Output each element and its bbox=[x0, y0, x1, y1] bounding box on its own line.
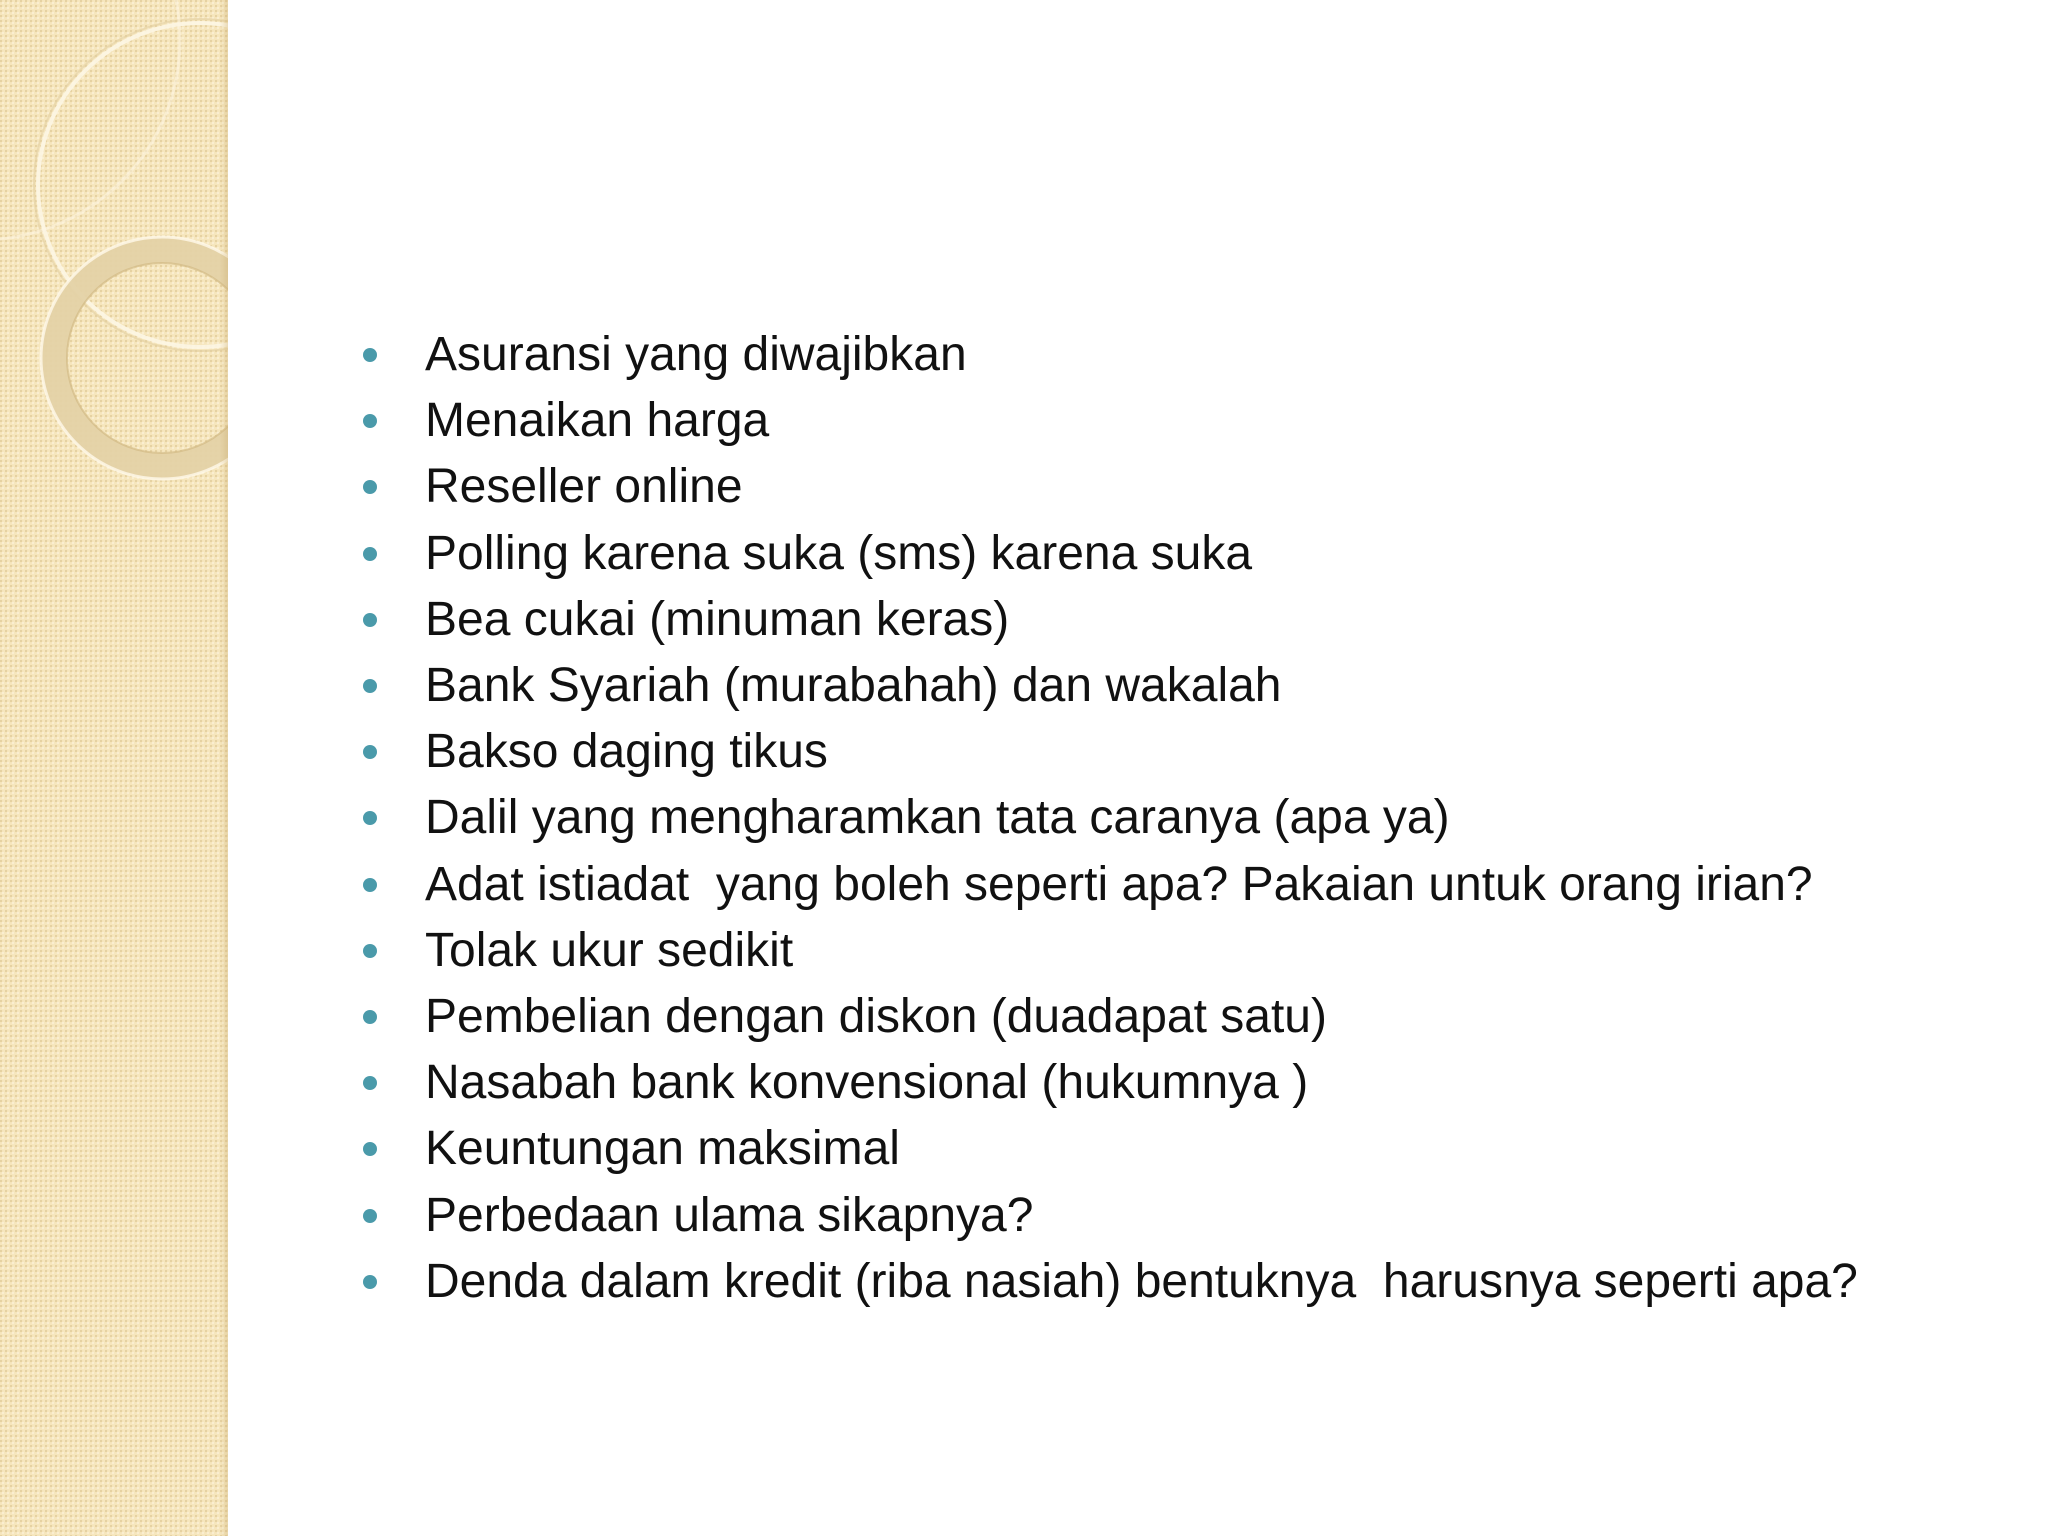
list-item bbox=[355, 388, 1995, 454]
bullet-icon bbox=[363, 414, 377, 428]
bullet-icon bbox=[363, 348, 377, 362]
list-item-text: Dalil yang mengharamkan tata caranya (apa ya) bbox=[425, 791, 1450, 845]
bullet-icon bbox=[363, 679, 377, 693]
bullet-icon bbox=[363, 480, 377, 494]
list-item bbox=[355, 984, 1995, 1050]
bullet-icon bbox=[363, 1275, 377, 1289]
bullet-icon bbox=[363, 1209, 377, 1223]
list-item bbox=[355, 1249, 1995, 1315]
bullet-icon bbox=[363, 613, 377, 627]
bullet-icon bbox=[363, 878, 377, 892]
list-item bbox=[355, 521, 1995, 587]
list-item bbox=[355, 918, 1995, 984]
decorative-side-strip bbox=[0, 0, 228, 1536]
list-item bbox=[355, 587, 1995, 653]
list-item bbox=[355, 852, 1995, 918]
list-item-text: Bakso daging tikus bbox=[425, 725, 828, 779]
bullet-icon bbox=[363, 745, 377, 759]
list-item bbox=[355, 1183, 1995, 1249]
list-item-text: Perbedaan ulama sikapnya? bbox=[425, 1188, 1034, 1242]
list-item-text: Denda dalam kredit (riba nasiah) bentuknya harusnya seperti apa? bbox=[425, 1254, 1858, 1308]
list-item-text: Polling karena suka (sms) karena suka bbox=[425, 526, 1253, 580]
list-item-text: Asuransi yang diwajibkan bbox=[425, 328, 967, 381]
bullet-list bbox=[355, 322, 1995, 1315]
list-item-text: Tolak ukur sedikit bbox=[425, 923, 794, 977]
bullet-icon bbox=[363, 1076, 377, 1090]
list-item-text: Bank Syariah (murabahah) dan wakalah bbox=[425, 659, 1282, 713]
decorative-rings bbox=[0, 0, 228, 520]
bullet-icon bbox=[363, 1010, 377, 1024]
list-item-text: Menaikan harga bbox=[425, 394, 770, 448]
bullet-icon bbox=[363, 547, 377, 561]
bullet-icon bbox=[363, 1142, 377, 1156]
list-item-text: Reseller online bbox=[425, 460, 743, 514]
slide-content bbox=[355, 322, 1995, 1315]
bullet-icon bbox=[363, 811, 377, 825]
list-item bbox=[355, 454, 1995, 520]
list-item-text: Pembelian dengan diskon (duadapat satu) bbox=[425, 990, 1327, 1044]
list-item bbox=[355, 322, 1995, 388]
list-item bbox=[355, 719, 1995, 785]
list-item-text: Keuntungan maksimal bbox=[425, 1122, 900, 1176]
bullet-icon bbox=[363, 944, 377, 958]
list-item-text: Nasabah bank konvensional (hukumnya ) bbox=[425, 1056, 1309, 1110]
list-item-text: Bea cukai (minuman keras) bbox=[425, 592, 1010, 646]
list-item bbox=[355, 1050, 1995, 1116]
list-item bbox=[355, 785, 1995, 851]
list-item-text: Adat istiadat yang boleh seperti apa? Pakaian untuk orang irian? bbox=[425, 857, 1813, 911]
list-item bbox=[355, 653, 1995, 719]
list-item bbox=[355, 1116, 1995, 1182]
